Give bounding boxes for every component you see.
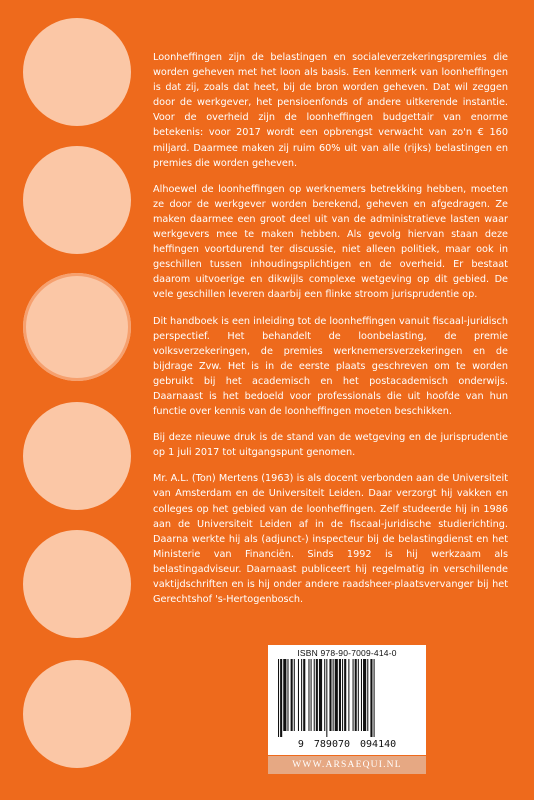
barcode [268, 645, 426, 755]
barcode-bar [370, 659, 372, 737]
barcode-bar [283, 659, 286, 731]
barcode-bar [301, 659, 302, 731]
barcode-digits [268, 739, 426, 750]
barcode-bar [316, 659, 318, 731]
barcode-bar [298, 659, 299, 731]
barcode-bar [324, 659, 325, 731]
barcode-bar [342, 659, 343, 731]
barcode-bar [333, 659, 334, 731]
decorative-circle [23, 146, 131, 254]
barcode-bar [335, 659, 338, 731]
barcode-bar [311, 659, 312, 731]
barcode-bar [294, 659, 295, 731]
decorative-circle [23, 660, 131, 768]
barcode-bar [344, 659, 346, 731]
barcode-bar [319, 659, 322, 731]
barcode-bar [339, 659, 341, 731]
barcode-digit-group-right: 094140 [360, 739, 397, 750]
decorative-circle [23, 273, 131, 381]
barcode-bar [355, 659, 357, 731]
barcode-bar [329, 659, 331, 731]
barcode-bar [326, 659, 327, 737]
barcode-bar [353, 659, 354, 731]
barcode-bar [308, 659, 309, 731]
decorative-circle [23, 530, 131, 638]
paragraph-intro: Loonheffingen zijn de belastingen en socialeverzekeringspremies die worden geheven met het loon als basis. Een kenmerk van loonheffingen is dat zij, zoals dat heet, bij de bron worden geheven. Dat wil zeggen door de werkgever, het pensioenfonds of andere uitkerende instantie. Voor de overheid zijn de loonheffingen budgettair van enorme betekenis: voor 2017 wordt een opbrengst verwacht van zo'n € 160 miljard. Daarmee maken zij ruim 60% uit van alle (rijks) belastingen en premies die worden geheven. [153, 52, 508, 169]
barcode-bar [374, 659, 375, 737]
barcode-bar [314, 659, 315, 731]
publisher-website: WWW.ARSAEQUI.NL [268, 756, 426, 774]
paragraph-employers: Alhoewel de loonheffingen op werknemers betrekking hebben, moeten ze door de werkgever worden berekend, geheven en afgedragen. Ze maken daarmee een groot deel uit van de administratieve lasten waar werkgevers mee te maken hebben. Als gevolg hiervan staan deze heffingen voortdurend ter discussie, niet alleen politiek, maar ook in geschillen tussen inhoudingsplichtigen en de overheid. Er bestaat daarom uitvoerige en dikwijls complexe wetgeving op dit gebied. De vele geschillen leveren daarbij een flinke stroom jurisprudentie op. [153, 183, 508, 301]
barcode-bar [358, 659, 359, 731]
isbn-label: ISBN 978-90-7009-414-0 [297, 648, 397, 658]
barcode-bar [363, 659, 366, 731]
decorative-circle [23, 18, 131, 126]
barcode-bars [276, 659, 418, 737]
paragraph-edition: Bij deze nieuwe druk is de stand van de wetgeving en de jurisprudentie op 1 juli 2017 tot uitgangspunt genomen. [153, 432, 508, 459]
barcode-bar [303, 659, 305, 731]
decorative-circle [23, 402, 131, 510]
paragraph-author: Mr. A.L. (Ton) Mertens (1963) is als docent verbonden aan de Universiteit van Amsterdam en de Universiteit Leiden. Daar verzorgt hij vakken en colleges op het gebied van de loonheffingen. Zelf studeerde hij in 1986 aan de Universiteit Leiden af in de fiscaal-juridische studierichting. Daarna werkte hij als (adjunct-) inspecteur bij de belastingdienst en het Ministerie van Financiën. Sinds 1992 is hij werkzaam als belastingadviseur. Daarnaast publiceert hij regelmatig in verschillende vaktijdschriften en is hij onder andere raadsheer-plaatsvervanger bij het Gerechtshof 's-Hertogenbosch. [153, 473, 508, 606]
barcode-bar [348, 659, 349, 731]
barcode-bar [291, 659, 293, 731]
blurb-text [153, 50, 508, 618]
barcode-bar [280, 659, 282, 737]
barcode-bar [278, 659, 279, 737]
barcode-bar [361, 659, 362, 731]
barcode-bar [287, 659, 288, 731]
barcode-digit-group-left: 789070 [313, 739, 351, 750]
barcode-bar [367, 659, 368, 731]
paragraph-handbook: Dit handboek is een inleiding tot de loonheffingen vanuit fiscaal-juridisch perspectief. Het behandelt de loonbelasting, de premie volksverzekeringen, de premies werknemersverzekeringen en de bijdrage Zvw. Het is in de eerste plaats geschreven om te worden gebruikt bij het academisch en het postacademisch onderwijs. Daarnaast is het bedoeld voor professionals die uit hoofde van hun functie over kennis van de loonheffingen moeten beschikken. [153, 315, 508, 418]
barcode-digit-prefix: 9 [297, 739, 304, 750]
